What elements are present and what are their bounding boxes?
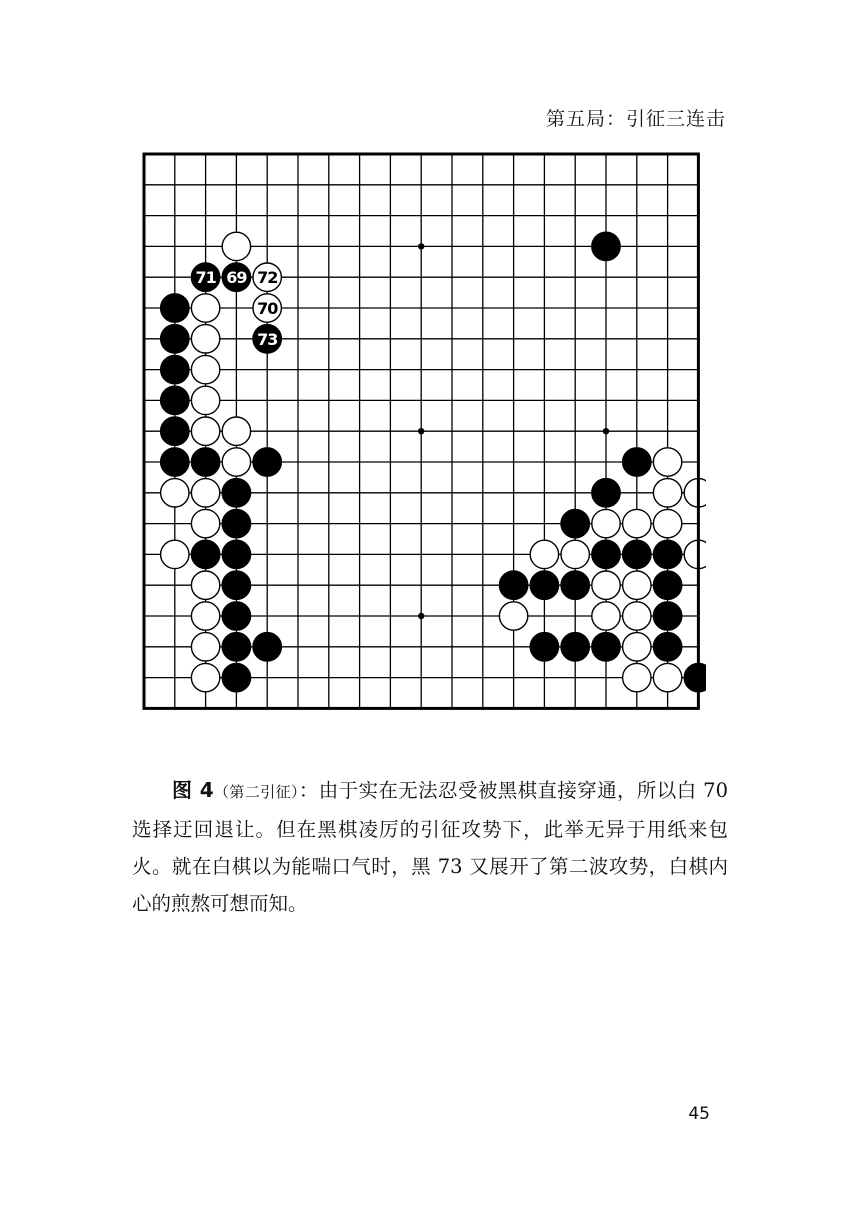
black-stone [592,232,620,260]
white-stone [191,633,219,661]
figure-text: ：由于实在无法忍受被黑棋直接穿通，所以白 70 选择迂回退让。但在黑棋凌厉的引征攻势下，此举无异于用纸来包火。就在白棋以为能喘口气时，黑 73 又展开了第二波攻势，白棋内心的煎熬可想而知。 [132,779,728,915]
black-stone [653,540,681,568]
white-stone [653,448,681,476]
black-stone [253,448,281,476]
figure-label: 图 4 [172,778,214,802]
white-stone [191,509,219,537]
black-stone [684,663,706,691]
black-stone [222,540,250,568]
black-stone [653,571,681,599]
black-stone [592,479,620,507]
move-number-label: 71 [195,268,216,288]
white-stone [191,479,219,507]
black-stone [222,602,250,630]
move-number-label: 70 [257,299,278,318]
black-stone [561,509,589,537]
white-stone [191,386,219,414]
black-stone [222,571,250,599]
black-stone [530,571,558,599]
page-header-title: 第五局：引征三连击 [545,108,726,130]
black-stone [623,448,651,476]
black-stone [161,325,189,353]
white-stone [653,509,681,537]
page-number: 45 [688,1104,710,1124]
star-point [418,243,424,249]
white-stone [191,355,219,383]
black-stone [561,571,589,599]
white-stone [623,633,651,661]
black-stone [499,571,527,599]
star-point [418,613,424,619]
white-stone [592,602,620,630]
black-stone [191,448,219,476]
white-stone [161,479,189,507]
black-stone [161,294,189,322]
white-stone [530,540,558,568]
move-number-label: 72 [257,268,278,288]
white-stone [623,663,651,691]
white-stone [191,602,219,630]
white-stone [623,571,651,599]
black-stone [561,633,589,661]
black-stone [222,633,250,661]
black-stone [161,355,189,383]
figure-caption [132,772,728,922]
white-stone [623,602,651,630]
white-stone [191,571,219,599]
white-stone [161,540,189,568]
black-stone [222,479,250,507]
black-stone [222,663,250,691]
white-stone [499,602,527,630]
white-stone [592,571,620,599]
black-stone [592,633,620,661]
black-stone [653,633,681,661]
black-stone [161,386,189,414]
white-stone [653,663,681,691]
black-stone [191,540,219,568]
black-stone [222,509,250,537]
white-stone [191,417,219,445]
move-number-label: 69 [226,268,247,288]
white-stone [623,509,651,537]
white-stone [222,448,250,476]
white-stone [191,294,219,322]
white-stone [191,663,219,691]
black-stone [592,540,620,568]
white-stone [561,540,589,568]
white-stone [684,540,706,568]
white-stone [653,479,681,507]
black-stone [253,633,281,661]
star-point [418,428,424,434]
white-stone [684,479,706,507]
black-stone [653,602,681,630]
black-stone [530,633,558,661]
white-stone [222,417,250,445]
black-stone [161,448,189,476]
white-stone [191,325,219,353]
black-stone [623,540,651,568]
white-stone [592,509,620,537]
go-board-diagram [140,150,706,716]
move-number-label: 73 [257,329,278,349]
star-point [603,428,609,434]
figure-sub-label: （第二引征） [213,783,299,801]
white-stone [222,232,250,260]
black-stone [161,417,189,445]
